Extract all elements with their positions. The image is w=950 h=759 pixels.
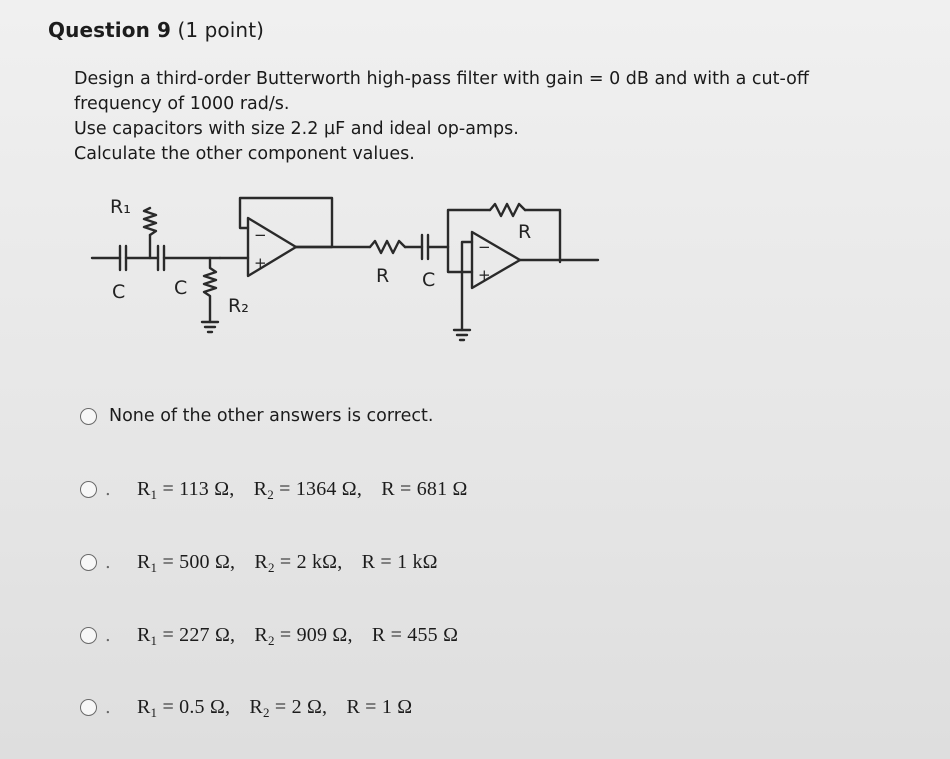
question-line: frequency of 1000 rad/s. (74, 94, 290, 114)
value-r1: 227 Ω (179, 624, 231, 646)
symbol: R (137, 696, 151, 718)
label-c2: C (174, 277, 188, 299)
equals: = (157, 696, 180, 718)
symbol: R (249, 696, 263, 718)
option-4[interactable] (80, 624, 458, 647)
option-formula: $R_1 = 500$ Ω, $R_2 = 2$ kΩ, R = 1 kΩ (137, 551, 438, 575)
value-r: 681 Ω (416, 478, 468, 500)
opamp-2-minus: − (478, 238, 491, 256)
circuit-diagram (70, 180, 630, 370)
symbol: R (346, 696, 360, 718)
value-r: 1 Ω (381, 696, 413, 718)
equals: = (157, 478, 180, 500)
opamp-2-plus: + (478, 266, 491, 284)
subscript: 2 (267, 487, 274, 502)
option-formula: $R_1 = 227$ Ω, $R_2 = 909$ Ω, R = 455 Ω (137, 624, 459, 648)
label-c1: C (112, 281, 126, 303)
equals: = (274, 624, 297, 646)
question-points: (1 point) (177, 18, 265, 42)
value-r2: 2 Ω (291, 696, 323, 718)
opamp-1-minus: − (254, 226, 267, 244)
equals: = (269, 696, 292, 718)
equals: = (359, 696, 382, 718)
subscript: 1 (150, 633, 158, 648)
question-line: Calculate the other component values. (74, 144, 415, 164)
option-formula: $R_1 = 0.5$ Ω, $R_2 = 2$ Ω, R = 1 Ω (137, 696, 413, 720)
option-2[interactable] (80, 478, 468, 501)
question-line: Use capacitors with size 2.2 µF and ideal op-amps. (74, 119, 519, 139)
equals: = (375, 551, 398, 573)
option-marker: . (105, 552, 111, 573)
label-r-series: R (376, 265, 390, 287)
radio-button[interactable] (80, 408, 97, 425)
resistor-r2 (204, 258, 216, 322)
radio-button[interactable] (80, 554, 97, 571)
symbol: R (137, 624, 151, 646)
ground-r2 (202, 322, 218, 332)
equals: = (273, 478, 296, 500)
value-r2: 1364 Ω (295, 478, 357, 500)
symbol: R (254, 551, 268, 573)
subscript: 2 (262, 705, 270, 720)
symbol: R (137, 478, 151, 500)
option-marker: . (105, 479, 111, 500)
symbol: R (254, 624, 268, 646)
symbol: R (253, 478, 268, 500)
option-none-correct[interactable] (80, 406, 433, 426)
equals: = (274, 551, 297, 573)
radio-button[interactable] (80, 627, 97, 644)
ground-2 (454, 330, 470, 340)
subscript: 1 (150, 705, 158, 720)
minus-ground-wire (462, 242, 472, 330)
value-r: 455 Ω (407, 624, 459, 646)
option-label: None of the other answers is correct. (109, 406, 434, 426)
option-3[interactable] (80, 551, 438, 574)
option-formula: $R_1 = 113$ Ω, $R_2 = 1364$ Ω, R = 681 Ω (137, 478, 468, 502)
question-header (48, 18, 264, 42)
symbol: R (137, 551, 151, 573)
option-5[interactable] (80, 696, 412, 719)
radio-button[interactable] (80, 699, 97, 716)
radio-button[interactable] (80, 481, 97, 498)
subscript: 2 (267, 633, 275, 648)
plus-input-wire (448, 247, 472, 272)
question-number: Question 9 (48, 18, 171, 42)
subscript: 2 (267, 560, 275, 575)
resistor-r-series (370, 241, 405, 253)
equals: = (157, 551, 180, 573)
equals: = (394, 478, 417, 500)
opamp-1-plus: + (254, 254, 267, 272)
subscript: 1 (150, 560, 158, 575)
question-text (74, 67, 934, 167)
subscript: 1 (150, 487, 158, 502)
equals: = (385, 624, 408, 646)
label-r-feedback: R (518, 221, 532, 243)
symbol: R (371, 624, 386, 646)
value-r2: 2 kΩ (296, 551, 338, 573)
equals: = (157, 624, 180, 646)
question-line: Design a third-order Butterworth high-pass filter with gain = 0 dB and with a cut-off (74, 69, 809, 89)
resistor-r-feedback (490, 204, 525, 216)
symbol: R (361, 551, 376, 573)
value-r1: 0.5 Ω (179, 696, 226, 718)
label-c-series: C (422, 269, 436, 291)
value-r1: 113 Ω (179, 478, 230, 500)
label-r1: R₁ (110, 196, 131, 218)
resistor-r1 (144, 208, 156, 235)
option-marker: . (105, 697, 111, 718)
value-r1: 500 Ω (179, 551, 231, 573)
option-marker: . (105, 625, 111, 646)
label-r2: R₂ (228, 295, 249, 317)
value-r2: 909 Ω (296, 624, 348, 646)
symbol: R (381, 478, 395, 500)
value-r: 1 kΩ (397, 551, 438, 573)
